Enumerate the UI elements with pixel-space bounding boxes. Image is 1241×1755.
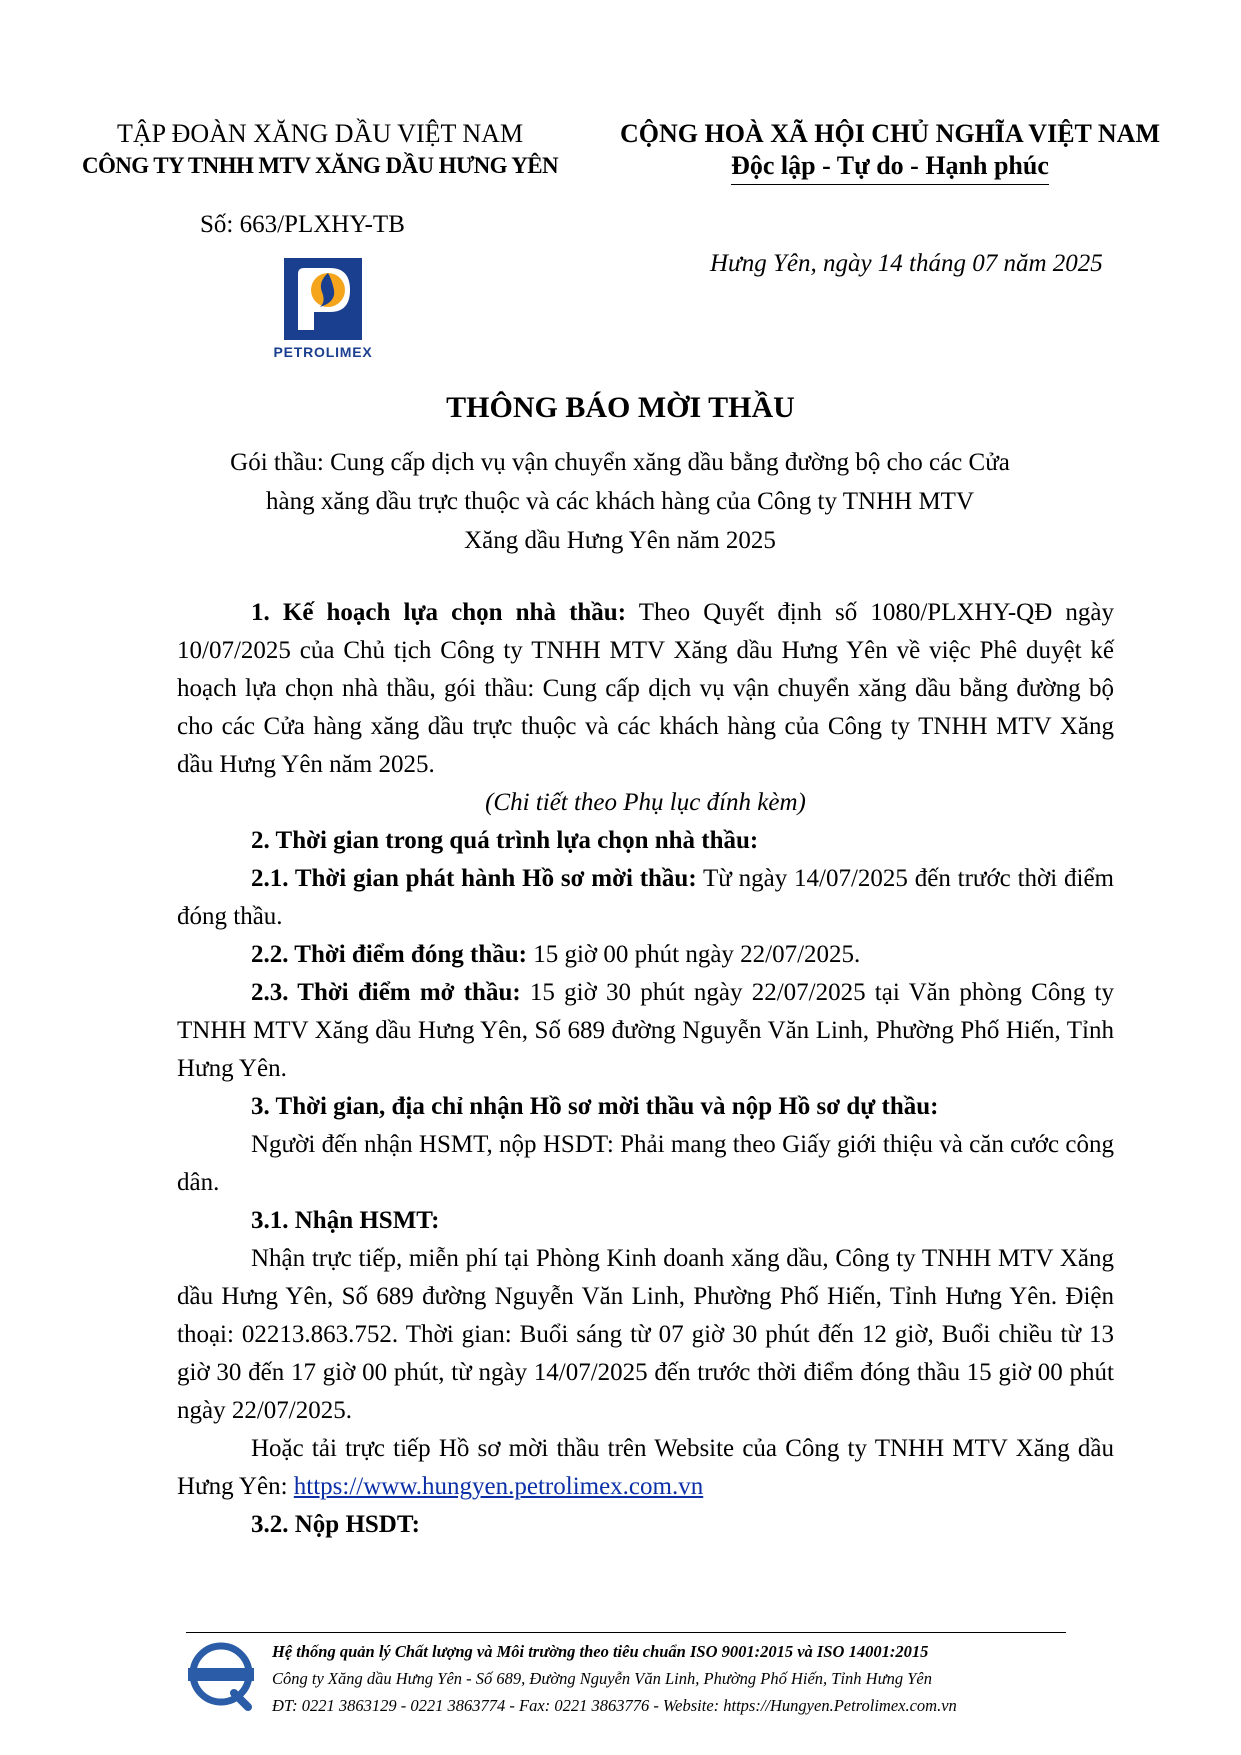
section-2-2-label: 2.2. Thời điểm đóng thầu: [251,941,527,968]
footer-divider [186,1632,1066,1633]
section-2-3-label: 2.3. Thời điểm mở thầu: [251,979,521,1006]
logo-wordmark: PETROLIMEX [273,344,373,360]
section-3-2-heading: 3.2. Nộp HSDT: [251,1511,421,1538]
parent-organization: TẬP ĐOÀN XĂNG DẦU VIỆT NAM [116,119,524,148]
footer-info [272,1638,957,1719]
section-2-2 [177,936,1114,974]
footer-address-line: Công ty Xăng dầu Hưng Yên - Số 689, Đường Nguyễn Văn Linh, Phường Phố Hiến, Tỉnh Hưng Yên [272,1669,932,1688]
petrolimex-logo [268,258,378,360]
section-2-3-text: 15 giờ 30 phút ngày 22/07/2025 tại Văn phòng Công ty TNHH MTV Xăng dầu Hưng Yên, Số 689 đường Nguyễn Văn Linh, Phường Phố Hiến, Tỉnh Hưng Yên. [177,979,1114,1082]
issuing-organization [40,118,600,182]
section-1-label: 1. Kế hoạch lựa chọn nhà thầu: [251,599,627,626]
section-2-3 [177,974,1114,1088]
footer-iso-line: Hệ thống quản lý Chất lượng và Môi trường theo tiêu chuẩn ISO 9001:2015 và ISO 14001:2015 [272,1642,929,1661]
document-date: Hưng Yên, ngày 14 tháng 07 năm 2025 [710,250,1103,277]
document-number: Số: 663/PLXHY-TB [200,211,405,238]
website-link[interactable]: https://www.hungyen.petrolimex.com.vn [293,1473,704,1500]
section-3-1-heading: 3.1. Nhận HSMT: [251,1207,440,1234]
section-2-1-text: Từ ngày 14/07/2025 đến trước thời điểm đóng thầu. [177,865,1114,930]
petrolimex-emblem-icon [284,258,362,340]
section-3-text: Người đến nhận HSMT, nộp HSDT: Phải mang theo Giấy giới thiệu và căn cước công dân. [177,1131,1114,1196]
quasta-logo [186,1641,256,1711]
package-line-3: Xăng dầu Hưng Yên năm 2025 [464,527,776,554]
section-1-note: (Chi tiết theo Phụ lục đính kèm) [485,789,806,816]
national-motto: Độc lập - Tự do - Hạnh phúc [731,150,1049,185]
document-body [177,594,1114,1544]
section-2-heading: 2. Thời gian trong quá trình lựa chọn nhà thầu: [251,827,759,854]
company-name: CÔNG TY TNHH MTV XĂNG DẦU HƯNG YÊN [81,153,559,178]
national-heading [600,118,1180,185]
section-3-1-website-text: Hoặc tải trực tiếp Hồ sơ mời thầu trên Website của Công ty TNHH MTV Xăng dầu Hưng Yên: [177,1435,1114,1500]
quasta-certification-icon [186,1641,256,1711]
section-2-2-text: 15 giờ 00 phút ngày 22/07/2025. [526,941,861,968]
section-3-1-website [177,1430,1114,1506]
section-2-1 [177,860,1114,936]
document-title: THÔNG BÁO MỜI THẦU [446,391,795,424]
package-line-2: hàng xăng dầu trực thuộc và các khách hàng của Công ty TNHH MTV [265,488,975,515]
section-2-1-label: 2.1. Thời gian phát hành Hồ sơ mời thầu: [251,865,697,892]
section-1-text: Theo Quyết định số 1080/PLXHY-QĐ ngày 10/07/2025 của Chủ tịch Công ty TNHH MTV Xăng dầu Hưng Yên về việc Phê duyệt kế hoạch lựa chọn nhà thầu, gói thầu: Cung cấp dịch vụ vận chuyển xăng dầu bằng đường bộ cho các Cửa hàng xăng dầu trực thuộc và các khách hàng của Công ty TNHH MTV Xăng dầu Hưng Yên năm 2025. [177,599,1114,778]
section-1 [177,594,1114,784]
footer-contact-line: ĐT: 0221 3863129 - 0221 3863774 - Fax: 0221 3863776 - Website: https://Hungyen.Petrolimex.com.vn [272,1696,957,1715]
section-3-heading: 3. Thời gian, địa chỉ nhận Hồ sơ mời thầu và nộp Hồ sơ dự thầu: [251,1093,939,1120]
section-3-1-text: Nhận trực tiếp, miễn phí tại Phòng Kinh doanh xăng dầu, Công ty TNHH MTV Xăng dầu Hưng Yên, Số 689 đường Nguyễn Văn Linh, Phường Phố Hiến, Tỉnh Hưng Yên. Điện thoại: 02213.863.752. Thời gian: Buổi sáng từ 07 giờ 30 phút đến 12 giờ, Buổi chiều từ 13 giờ 30 đến 17 giờ 00 phút, từ ngày 14/07/2025 đến trước thời điểm đóng thầu 15 giờ 00 phút ngày 22/07/2025. [177,1245,1114,1424]
nation-name: CỘNG HOÀ XÃ HỘI CHỦ NGHĨA VIỆT NAM [619,119,1161,148]
package-description [180,443,1060,560]
package-line-1: Gói thầu: Cung cấp dịch vụ vận chuyển xăng dầu bằng đường bộ cho các Cửa [230,449,1010,476]
